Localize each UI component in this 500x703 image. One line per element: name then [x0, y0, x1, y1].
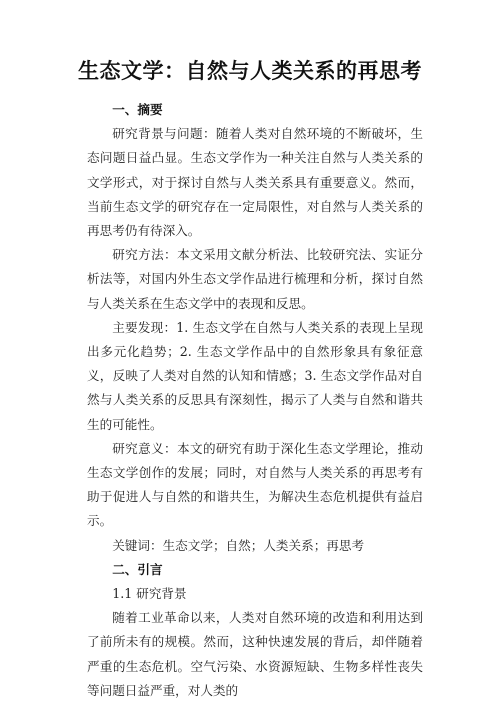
abstract-heading: 一、摘要	[112, 102, 163, 117]
introduction-heading: 二、引言	[112, 561, 163, 577]
research-background-subheading: 1.1 研究背景	[112, 586, 187, 602]
introduction-paragraph: 随着工业革命以来，人类对自然环境的改造和利用达到了前所未有的规模。然而，这种快速发展的背后，却伴随着严重的生态危机。空气污染、水资源短缺、生物多样性丧失等问题日益严重，对人类的	[87, 610, 423, 698]
abstract-significance-paragraph: 研究意义：本文的研究有助于深化生态文学理论，推动生态文学创作的发展；同时，对自然与人类关系的再思考有助于促进人与自然的和谐共生，为解决生态危机提供有益启示。	[87, 440, 423, 529]
abstract-background-paragraph: 研究背景与问题：随着人类对自然环境的不断破坏，生态问题日益凸显。生态文学作为一种关注自然与人类关系的文学形式，对于探讨自然与人类关系具有重要意义。然而，当前生态文学的研究存在一定局限性，对自然与人类关系的再思考仍有待深入。	[87, 126, 423, 239]
document-body	[87, 98, 423, 703]
abstract-methods-paragraph: 研究方法：本文采用文献分析法、比较研究法、实证分析法等，对国内外生态文学作品进行梳理和分析，探讨自然与人类关系在生态文学中的表现和反思。	[87, 247, 423, 311]
abstract-findings-paragraph: 主要发现：1. 生态文学在自然与人类关系的表现上呈现出多元化趋势；2. 生态文学作品中的自然形象具有象征意义，反映了人类对自然的认知和情感；3. 生态文学作品对自然与人类关系的反思具有深刻性，揭示了人类与自然和谐共生的可能性。	[87, 319, 423, 432]
keywords-line: 关键词：生态文学；自然；人类关系；再思考	[112, 537, 365, 553]
document-title: 生态文学：自然与人类关系的再思考	[78, 58, 422, 83]
